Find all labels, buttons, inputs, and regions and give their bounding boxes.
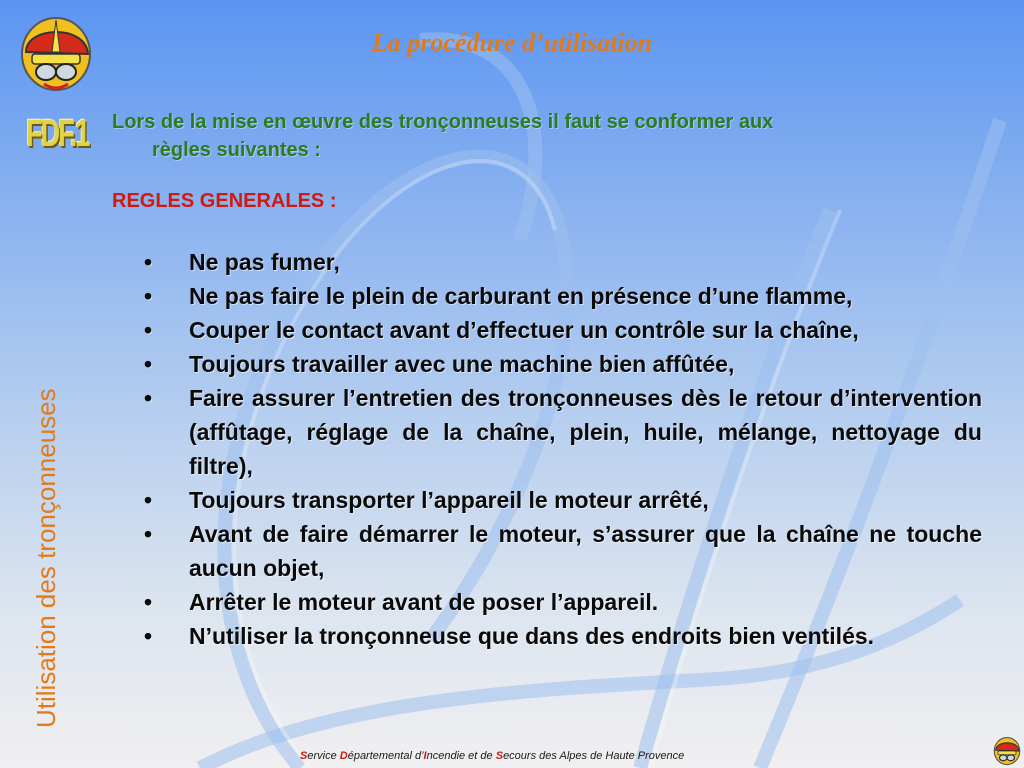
rule-text: Toujours transporter l’appareil le moteur arrêté, <box>189 487 709 513</box>
bullet: • <box>144 317 153 343</box>
bullet: • <box>144 487 153 513</box>
list-item <box>140 585 982 619</box>
side-title: Utilisation des tronçonneuses <box>31 388 61 728</box>
list-item <box>140 381 982 483</box>
footer-text: ncendie et de <box>426 750 496 762</box>
list-item <box>140 517 982 585</box>
list-item <box>140 619 982 653</box>
list-item <box>140 483 982 517</box>
rule-text: Avant de faire démarrer le moteur, s’assurer que la chaîne ne touche aucun objet, <box>189 521 982 581</box>
rule-text: Arrêter le moteur avant de poser l’appareil. <box>189 589 659 615</box>
rule-text: Faire assurer l’entretien des tronçonneuses dès le retour d’intervention (affûtage, réglage de la chaîne, plein, huile, mélange, nettoyage du filtre), <box>189 385 982 479</box>
bullet: • <box>144 351 153 377</box>
list-item <box>140 279 982 313</box>
list-item <box>140 245 982 279</box>
rule-text: Couper le contact avant d’effectuer un contrôle sur la chaîne, <box>189 317 859 343</box>
firefighter-helmet-icon <box>992 736 1022 766</box>
bullet: • <box>144 283 153 309</box>
bullet: • <box>144 623 153 649</box>
intro-line-1: Lors de la mise en œuvre des tronçonneuses il faut se conformer aux <box>112 111 774 133</box>
section-heading: REGLES GENERALES : <box>112 190 337 212</box>
bullet: • <box>144 589 153 615</box>
footer-text: ecours des Alpes de Haute Provence <box>503 750 685 762</box>
rules-list <box>140 245 982 653</box>
footer-initial: D <box>339 750 348 762</box>
footer-initial: S <box>495 750 504 762</box>
fdf-badge: FDF.1 <box>26 113 89 155</box>
rule-text: Ne pas fumer, <box>189 249 340 275</box>
bullet: • <box>144 385 153 411</box>
list-item <box>140 347 982 381</box>
bullet: • <box>144 249 153 275</box>
footer-initial: S <box>300 750 308 762</box>
rule-text: Toujours travailler avec une machine bien affûtée, <box>189 351 735 377</box>
footer-text: épartemental d’ <box>347 750 424 762</box>
list-item <box>140 313 982 347</box>
footer-initial: I <box>423 750 427 762</box>
footer-text: ervice <box>307 750 340 762</box>
page-title: La procédure d’utilisation <box>371 28 653 57</box>
intro-line-2: règles suivantes : <box>152 139 321 161</box>
footer <box>300 750 720 762</box>
bullet: • <box>144 521 153 547</box>
intro-text <box>112 108 992 164</box>
rule-text: Ne pas faire le plein de carburant en présence d’une flamme, <box>189 283 853 309</box>
rule-text: N’utiliser la tronçonneuse que dans des endroits bien ventilés. <box>189 623 875 649</box>
